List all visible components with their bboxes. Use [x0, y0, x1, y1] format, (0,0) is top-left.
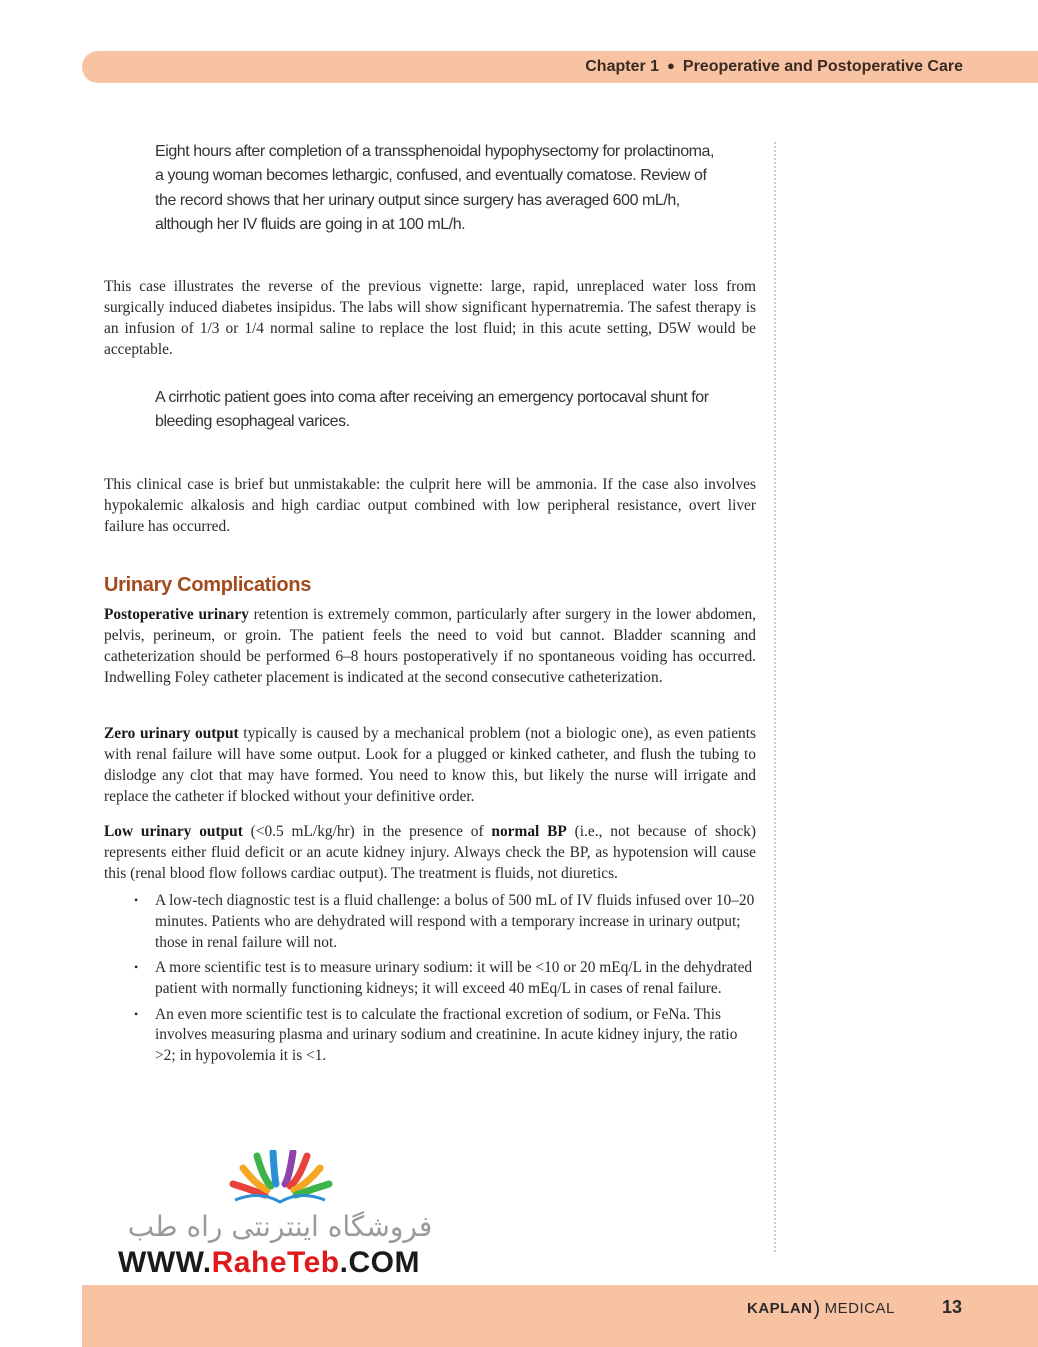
- paragraph-urinary-retention: [104, 605, 756, 689]
- url-suffix: .COM: [339, 1246, 420, 1279]
- paragraph-zero-output: [104, 724, 756, 808]
- logo-stroke: [273, 1152, 276, 1184]
- paragraph-low-output: [104, 822, 756, 885]
- chapter-title: Preoperative and Postoperative Care: [682, 58, 963, 75]
- publisher-division: MEDICAL: [824, 1300, 895, 1317]
- bullet-icon: •: [134, 893, 139, 907]
- list-item-text: A low-tech diagnostic test is a fluid challenge: a bolus of 500 mL of IV fluids infused over 10–20 minutes. Patients who are dehydrated will respond with a temporary increase in urinary output; those in renal failure will not.: [155, 892, 755, 951]
- page-number: 13: [942, 1297, 963, 1317]
- bullet-icon: •: [134, 960, 139, 975]
- diagnostic-tests-list: [104, 891, 756, 1072]
- section-heading: Urinary Complications: [104, 574, 312, 596]
- url-prefix: WWW.: [118, 1246, 212, 1279]
- term-zero-urinary-output: Zero urinary output: [104, 725, 239, 742]
- list-item: [104, 1005, 756, 1068]
- url-brand: RaheTeb: [211, 1246, 340, 1279]
- store-name-persian: فروشگاه اینترنتی راه طب: [127, 1210, 433, 1243]
- term-low-urinary-output: Low urinary output: [104, 823, 243, 840]
- logo-stroke: [285, 1152, 293, 1184]
- paragraph-diabetes-insipidus: This case illustrates the reverse of the previous vignette: large, rapid, unreplaced water loss from surgically induced diabetes insipidus. The labs will show significant hypernatremia. The safest therapy is an infusion of 1/3 or 1/4 normal saline to replace the lost fluid; in this acute setting, D5W would be acceptable.: [104, 278, 756, 358]
- paragraph-text: typically is caused by a mechanical problem (not a biologic one), as even patients with renal failure will have some output. Look for a plugged or kinked catheter, and flush the tubing to dislodge any clot that may have formed. You need to know this, but likely the nurse will irrigate and replace the catheter if blocked without your definitive order.: [104, 725, 756, 805]
- paragraph-text: (<0.5 mL/kg/hr) in the presence of: [242, 823, 492, 840]
- running-header: [585, 58, 963, 76]
- store-url: [118, 1246, 420, 1280]
- list-item-text: A more scientific test is to measure urinary sodium: it will be <10 or 20 mEq/L in the dehydrated patient with normally functioning kidneys; it will exceed 40 mEq/L in cases of renal failure.: [155, 959, 753, 998]
- publisher-paren: ): [813, 1298, 821, 1320]
- paragraph-text: (i.e., not because of shock) represents either fluid deficit or an acute kidney injury. Always check the BP, as hypotension will cause this (renal blood flow follows cardiac output). The treatment is fluids, not diuretics.: [104, 823, 756, 882]
- book-logo-icon: [115, 1150, 445, 1212]
- chapter-label: Chapter 1: [585, 58, 660, 75]
- raheteb-watermark: [115, 1150, 445, 1280]
- term-normal-bp: normal BP: [491, 823, 567, 840]
- paragraph-text: retention is extremely common, particularly after surgery in the lower abdomen, pelvis, perineum, or groin. The patient feels the need to void but cannot. Bladder scanning and catheterization should be performed 6–8 hours postoperatively if no spontaneous voiding has occurred. Indwelling Foley catheter placement is indicated at the second consecutive catheterization.: [104, 606, 756, 686]
- bullet-icon: •: [134, 1006, 139, 1021]
- clinical-vignette-1: Eight hours after completion of a transsphenoidal hypophysectomy for prolactinoma, a young woman becomes lethargic, confused, and eventually comatose. Review of the record shows that her urinary output since surgery has averaged 600 mL/h, although her IV fluids are going in at 100 mL/h.: [155, 143, 714, 233]
- paragraph-ammonia: This clinical case is brief but unmistakable: the culprit here will be ammonia. If the case also involves hypokalemic alkalosis and high cardiac output combined with low peripheral resistance, overt liver failure has occurred.: [104, 476, 756, 535]
- list-item: [104, 891, 756, 954]
- term-postoperative-urinary: Postoperative urinary: [104, 606, 249, 623]
- clinical-vignette-2: A cirrhotic patient goes into coma after receiving an emergency portocaval shunt for bleeding esophageal varices.: [155, 389, 709, 431]
- header-bullet: ●: [667, 58, 675, 73]
- list-item-text: An even more scientific test is to calculate the fractional excretion of sodium, or FeNa. This involves measuring plasma and urinary sodium and creatinine. In acute kidney injury, the ratio >2; in hypovolemia it is <1.: [155, 1005, 738, 1065]
- list-item: [104, 958, 756, 1000]
- publisher-logo: [747, 1298, 895, 1321]
- publisher-name: KAPLAN: [747, 1300, 813, 1317]
- margin-divider: [774, 142, 776, 1252]
